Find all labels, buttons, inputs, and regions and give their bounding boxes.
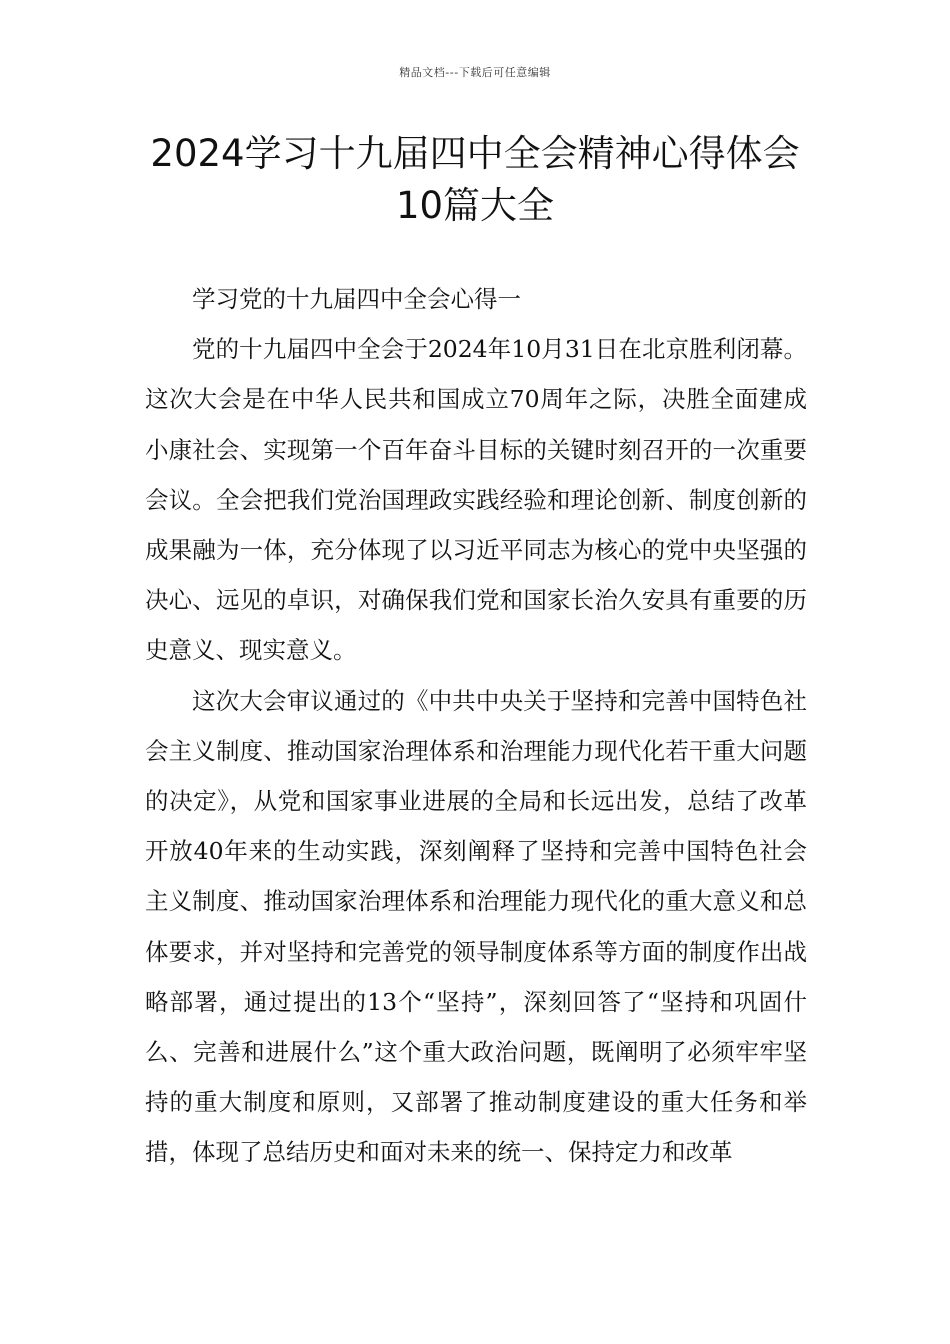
title-line-1: 2024学习十九届四中全会精神心得体会 xyxy=(150,132,800,175)
document-title xyxy=(95,128,855,232)
section-heading: 学习党的十九届四中全会心得一 xyxy=(192,285,521,313)
document-body xyxy=(145,274,807,1178)
paragraph: 党的十九届四中全会于2024年10月31日在北京胜利闭幕。这次大会是在中华人民共和国成立70周年之际，决胜全面建成小康社会、实现第一个百年奋斗目标的关键时刻召开的一次重要会议。全会把我们党治国理政实践经验和理论创新、制度创新的成果融为一体，充分体现了以习近平同志为核心的党中央坚强的决心、远见的卓识，对确保我们党和国家长治久安具有重要的历史意义、现实意义。 xyxy=(145,335,807,665)
title-line-2: 10篇大全 xyxy=(395,184,555,227)
paragraph: 这次大会审议通过的《中共中央关于坚持和完善中国特色社会主义制度、推动国家治理体系和治理能力现代化若干重大问题的决定》，从党和国家事业进展的全局和长远出发，总结了改革开放40年来的生动实践，深刻阐释了坚持和完善中国特色社会主义制度、推动国家治理体系和治理能力现代化的重大意义和总体要求，并对坚持和完善党的领导制度体系等方面的制度作出战略部署，通过提出的13个“坚持”，深刻回答了“坚持和巩固什么、完善和进展什么”这个重大政治问题，既阐明了必须牢牢坚持的重大制度和原则，又部署了推动制度建设的重大任务和举措，体现了总结历史和面对未来的统一、保持定力和改革 xyxy=(145,686,807,1167)
header-note: 精品文档---下载后可任意编辑 xyxy=(399,66,551,79)
